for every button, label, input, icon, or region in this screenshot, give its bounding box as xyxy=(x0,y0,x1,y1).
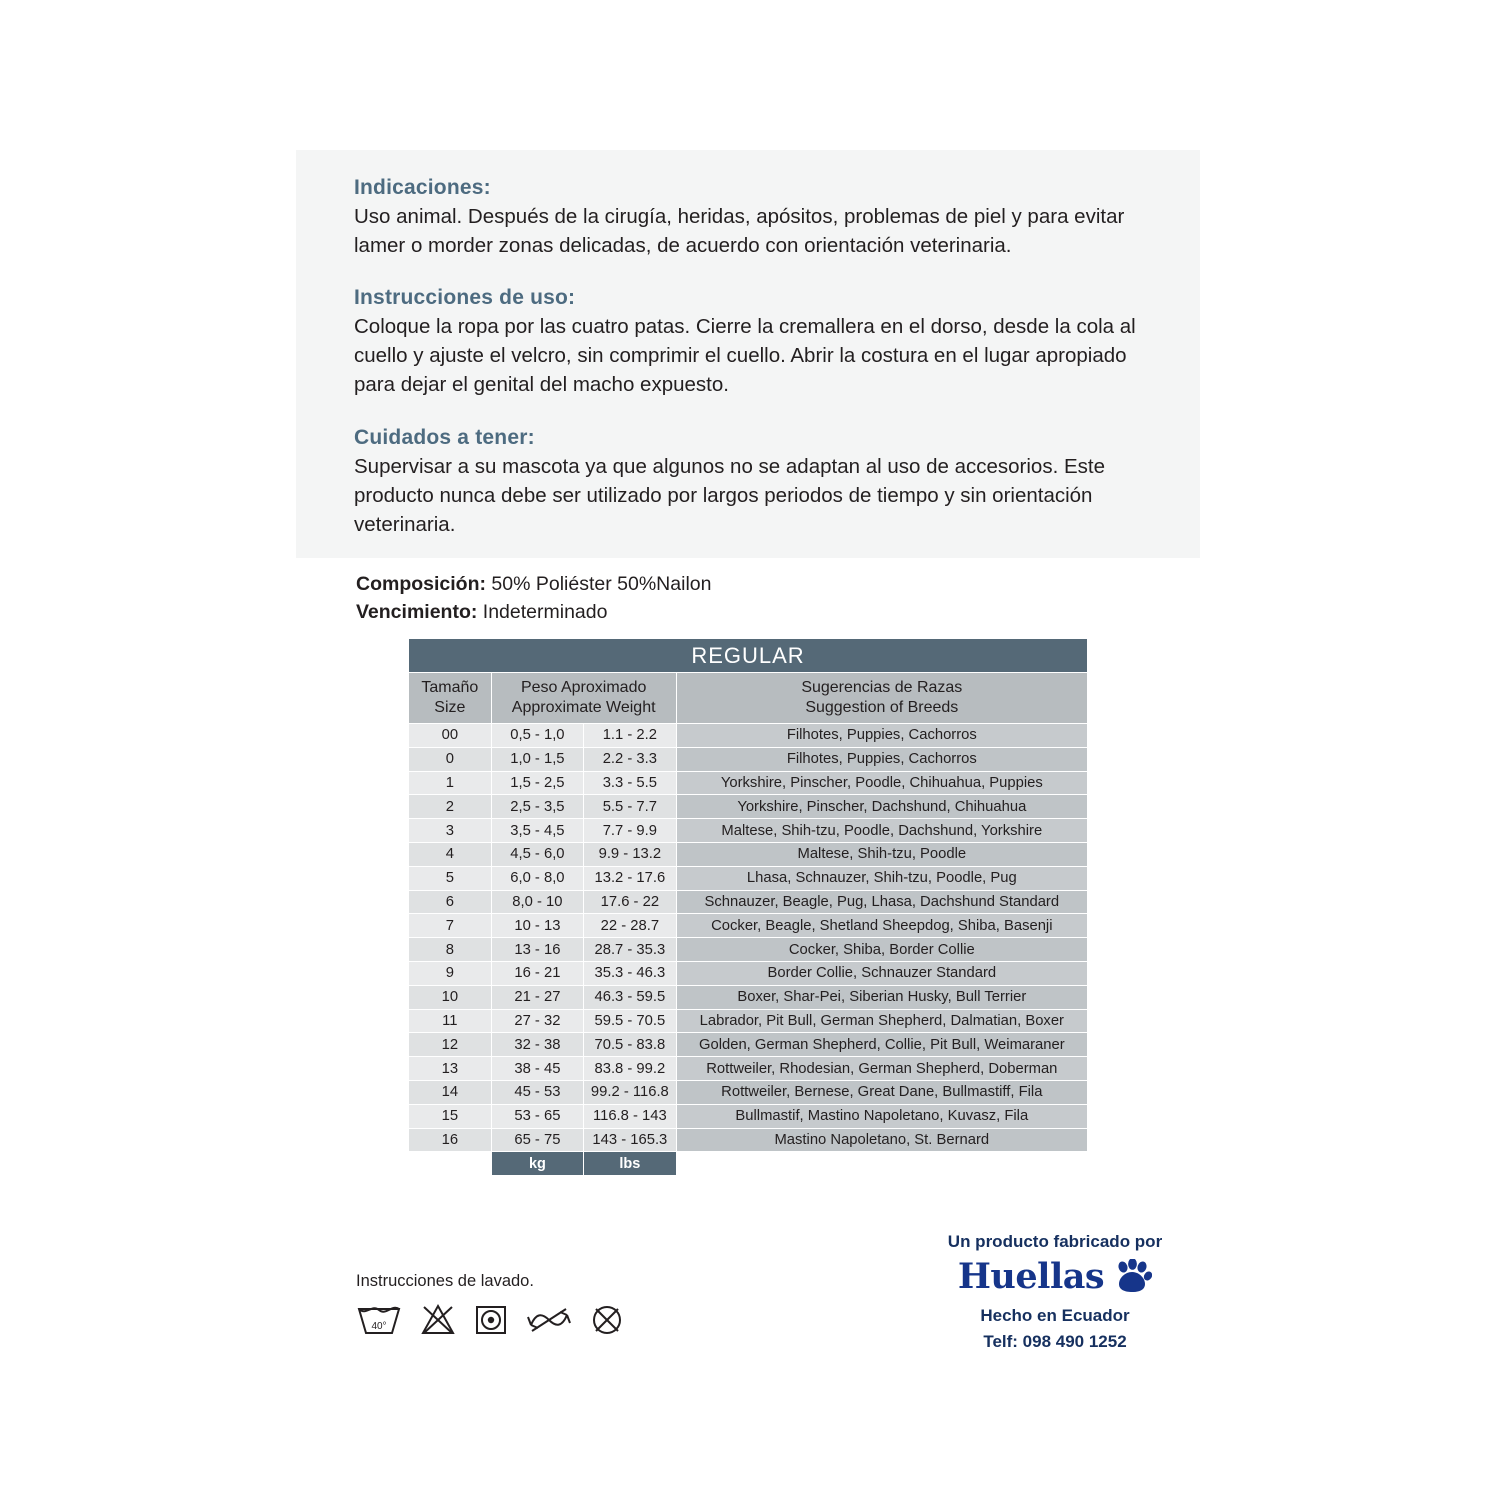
cell-kg: 8,0 - 10 xyxy=(491,890,583,914)
table-row xyxy=(409,985,1088,1009)
cell-lbs: 22 - 28.7 xyxy=(584,914,677,938)
composition-block xyxy=(356,570,711,627)
instructions-panel xyxy=(296,150,1200,558)
do-not-wring-icon xyxy=(526,1303,572,1337)
table-row xyxy=(409,914,1088,938)
units-blank-cell-2 xyxy=(676,1152,1087,1176)
cell-lbs: 17.6 - 22 xyxy=(584,890,677,914)
cell-size: 2 xyxy=(409,795,492,819)
cell-kg: 10 - 13 xyxy=(491,914,583,938)
header-weight-en: Approximate Weight xyxy=(511,699,656,716)
usage-heading: Instrucciones de uso: xyxy=(354,286,576,310)
cell-size: 16 xyxy=(409,1128,492,1152)
cell-size: 15 xyxy=(409,1104,492,1128)
care-heading: Cuidados a tener: xyxy=(354,425,535,449)
cell-kg: 45 - 53 xyxy=(491,1080,583,1104)
paw-print-icon xyxy=(1112,1259,1152,1295)
do-not-dry-clean-icon xyxy=(590,1303,624,1337)
cell-breeds: Bullmastif, Mastino Napoletano, Kuvasz, Fila xyxy=(676,1104,1087,1128)
cell-lbs: 5.5 - 7.7 xyxy=(584,795,677,819)
table-row xyxy=(409,938,1088,962)
brand-tagline: Un producto fabricado por xyxy=(947,1232,1163,1251)
table-row xyxy=(409,961,1088,985)
table-row xyxy=(409,842,1088,866)
cell-size: 14 xyxy=(409,1080,492,1104)
cell-kg: 32 - 38 xyxy=(491,1033,583,1057)
cell-kg: 0,5 - 1,0 xyxy=(491,724,583,748)
cell-lbs: 3.3 - 5.5 xyxy=(584,771,677,795)
cell-kg: 27 - 32 xyxy=(491,1009,583,1033)
table-row xyxy=(409,747,1088,771)
cell-lbs: 70.5 - 83.8 xyxy=(584,1033,677,1057)
table-row xyxy=(409,724,1088,748)
size-chart-table xyxy=(408,638,1088,1176)
cell-lbs: 143 - 165.3 xyxy=(584,1128,677,1152)
cell-lbs: 28.7 - 35.3 xyxy=(584,938,677,962)
cell-breeds: Border Collie, Schnauzer Standard xyxy=(676,961,1087,985)
care-body: Supervisar a su mascota ya que algunos no se adaptan al uso de accesorios. Este producto nunca debe ser utilizado por largos periodos de tiempo y sin orientación veterinaria. xyxy=(354,454,1105,536)
cell-breeds: Rottweiler, Bernese, Great Dane, Bullmastiff, Fila xyxy=(676,1080,1087,1104)
cell-size: 7 xyxy=(409,914,492,938)
cell-breeds: Schnauzer, Beagle, Pug, Lhasa, Dachshund Standard xyxy=(676,890,1087,914)
unit-lbs: lbs xyxy=(584,1152,677,1176)
cell-size: 3 xyxy=(409,819,492,843)
indications-body: Uso animal. Después de la cirugía, heridas, apósitos, problemas de piel y para evitar lamer o morder zonas delicadas, de acuerdo con orientación veterinaria. xyxy=(354,205,1125,258)
header-size xyxy=(409,673,492,724)
cell-size: 8 xyxy=(409,938,492,962)
usage-body: Coloque la ropa por las cuatro patas. Cierre la cremallera en el dorso, desde la cola al cuello y ajuste el velcro, sin comprimir el cuello. Abrir la costura en el lugar apropiado para dejar el genital del macho expuesto. xyxy=(354,315,1136,397)
header-weight xyxy=(491,673,676,724)
cell-lbs: 116.8 - 143 xyxy=(584,1104,677,1128)
table-row xyxy=(409,1009,1088,1033)
cell-lbs: 9.9 - 13.2 xyxy=(584,842,677,866)
table-row xyxy=(409,1057,1088,1081)
washing-instructions-block xyxy=(356,1272,624,1337)
no-bleach-icon xyxy=(420,1303,456,1337)
brand-name: Huellas xyxy=(957,1256,1105,1297)
table-row xyxy=(409,1080,1088,1104)
table-row xyxy=(409,890,1088,914)
indications-heading: Indicaciones: xyxy=(354,176,491,199)
cell-kg: 4,5 - 6,0 xyxy=(491,842,583,866)
units-blank-cell xyxy=(409,1152,492,1176)
wash-40-icon xyxy=(356,1303,402,1337)
table-row xyxy=(409,866,1088,890)
cell-lbs: 99.2 - 116.8 xyxy=(584,1080,677,1104)
cell-size: 12 xyxy=(409,1033,492,1057)
cell-kg: 1,5 - 2,5 xyxy=(491,771,583,795)
cell-breeds: Yorkshire, Pinscher, Poodle, Chihuahua, Puppies xyxy=(676,771,1087,795)
cell-breeds: Cocker, Beagle, Shetland Sheepdog, Shiba, Basenji xyxy=(676,914,1087,938)
cell-size: 13 xyxy=(409,1057,492,1081)
table-row xyxy=(409,819,1088,843)
brand-logo-row xyxy=(905,1256,1205,1297)
table-row xyxy=(409,771,1088,795)
cell-breeds: Cocker, Shiba, Border Collie xyxy=(676,938,1087,962)
cell-kg: 2,5 - 3,5 xyxy=(491,795,583,819)
cell-kg: 16 - 21 xyxy=(491,961,583,985)
size-table-body xyxy=(409,724,1088,1152)
cell-size: 6 xyxy=(409,890,492,914)
cell-lbs: 2.2 - 3.3 xyxy=(584,747,677,771)
cell-size: 10 xyxy=(409,985,492,1009)
cell-kg: 53 - 65 xyxy=(491,1104,583,1128)
cell-kg: 3,5 - 4,5 xyxy=(491,819,583,843)
cell-size: 9 xyxy=(409,961,492,985)
cell-kg: 38 - 45 xyxy=(491,1057,583,1081)
cell-kg: 65 - 75 xyxy=(491,1128,583,1152)
cell-breeds: Filhotes, Puppies, Cachorros xyxy=(676,724,1087,748)
washing-instructions-label: Instrucciones de lavado. xyxy=(356,1272,534,1290)
tumble-dry-icon xyxy=(474,1303,508,1337)
cell-size: 0 xyxy=(409,747,492,771)
table-row xyxy=(409,1104,1088,1128)
units-row xyxy=(409,1152,1088,1176)
cell-size: 5 xyxy=(409,866,492,890)
composition-line xyxy=(356,570,711,598)
cell-size: 11 xyxy=(409,1009,492,1033)
cell-breeds: Yorkshire, Pinscher, Dachshund, Chihuahua xyxy=(676,795,1087,819)
table-row xyxy=(409,795,1088,819)
size-table-title: REGULAR xyxy=(409,639,1088,673)
cell-kg: 6,0 - 8,0 xyxy=(491,866,583,890)
composition-value: 50% Poliéster 50%Nailon xyxy=(491,573,712,595)
cell-breeds: Golden, German Shepherd, Collie, Pit Bull, Weimaraner xyxy=(676,1033,1087,1057)
brand-phone: Telf: 098 490 1252 xyxy=(983,1331,1127,1351)
header-breeds-en: Suggestion of Breeds xyxy=(805,699,959,716)
expiry-line xyxy=(356,598,711,626)
header-breeds-es: Sugerencias de Razas xyxy=(801,679,963,696)
header-breeds xyxy=(676,673,1087,724)
cell-size: 4 xyxy=(409,842,492,866)
cell-lbs: 7.7 - 9.9 xyxy=(584,819,677,843)
cell-breeds: Boxer, Shar-Pei, Siberian Husky, Bull Terrier xyxy=(676,985,1087,1009)
expiry-label: Vencimiento: xyxy=(356,601,478,624)
header-size-en: Size xyxy=(434,699,466,716)
usage-section xyxy=(354,286,1160,399)
header-size-es: Tamaño xyxy=(421,679,479,696)
cell-breeds: Maltese, Shih-tzu, Poodle xyxy=(676,842,1087,866)
cell-breeds: Maltese, Shih-tzu, Poodle, Dachshund, Yorkshire xyxy=(676,819,1087,843)
cell-lbs: 83.8 - 99.2 xyxy=(584,1057,677,1081)
cell-lbs: 13.2 - 17.6 xyxy=(584,866,677,890)
cell-lbs: 1.1 - 2.2 xyxy=(584,724,677,748)
care-section xyxy=(354,426,1160,539)
table-row xyxy=(409,1128,1088,1152)
brand-origin: Hecho en Ecuador xyxy=(980,1306,1130,1325)
cell-size: 00 xyxy=(409,724,492,748)
cell-breeds: Rottweiler, Rhodesian, German Shepherd, Doberman xyxy=(676,1057,1087,1081)
unit-kg: kg xyxy=(491,1152,583,1176)
table-row xyxy=(409,1033,1088,1057)
cell-size: 1 xyxy=(409,771,492,795)
cell-breeds: Lhasa, Schnauzer, Shih-tzu, Poodle, Pug xyxy=(676,866,1087,890)
washing-icons-row xyxy=(356,1303,624,1337)
cell-breeds: Labrador, Pit Bull, German Shepherd, Dalmatian, Boxer xyxy=(676,1009,1087,1033)
cell-breeds: Mastino Napoletano, St. Bernard xyxy=(676,1128,1087,1152)
cell-lbs: 35.3 - 46.3 xyxy=(584,961,677,985)
cell-breeds: Filhotes, Puppies, Cachorros xyxy=(676,747,1087,771)
composition-label: Composición: xyxy=(356,573,486,595)
cell-kg: 13 - 16 xyxy=(491,938,583,962)
cell-kg: 1,0 - 1,5 xyxy=(491,747,583,771)
cell-kg: 21 - 27 xyxy=(491,985,583,1009)
indications-section xyxy=(354,176,1160,260)
brand-block xyxy=(905,1232,1205,1354)
expiry-value: Indeterminado xyxy=(482,601,608,624)
cell-lbs: 46.3 - 59.5 xyxy=(584,985,677,1009)
cell-lbs: 59.5 - 70.5 xyxy=(584,1009,677,1033)
svg-text:40°: 40° xyxy=(371,1321,387,1332)
header-weight-es: Peso Aproximado xyxy=(520,679,647,696)
